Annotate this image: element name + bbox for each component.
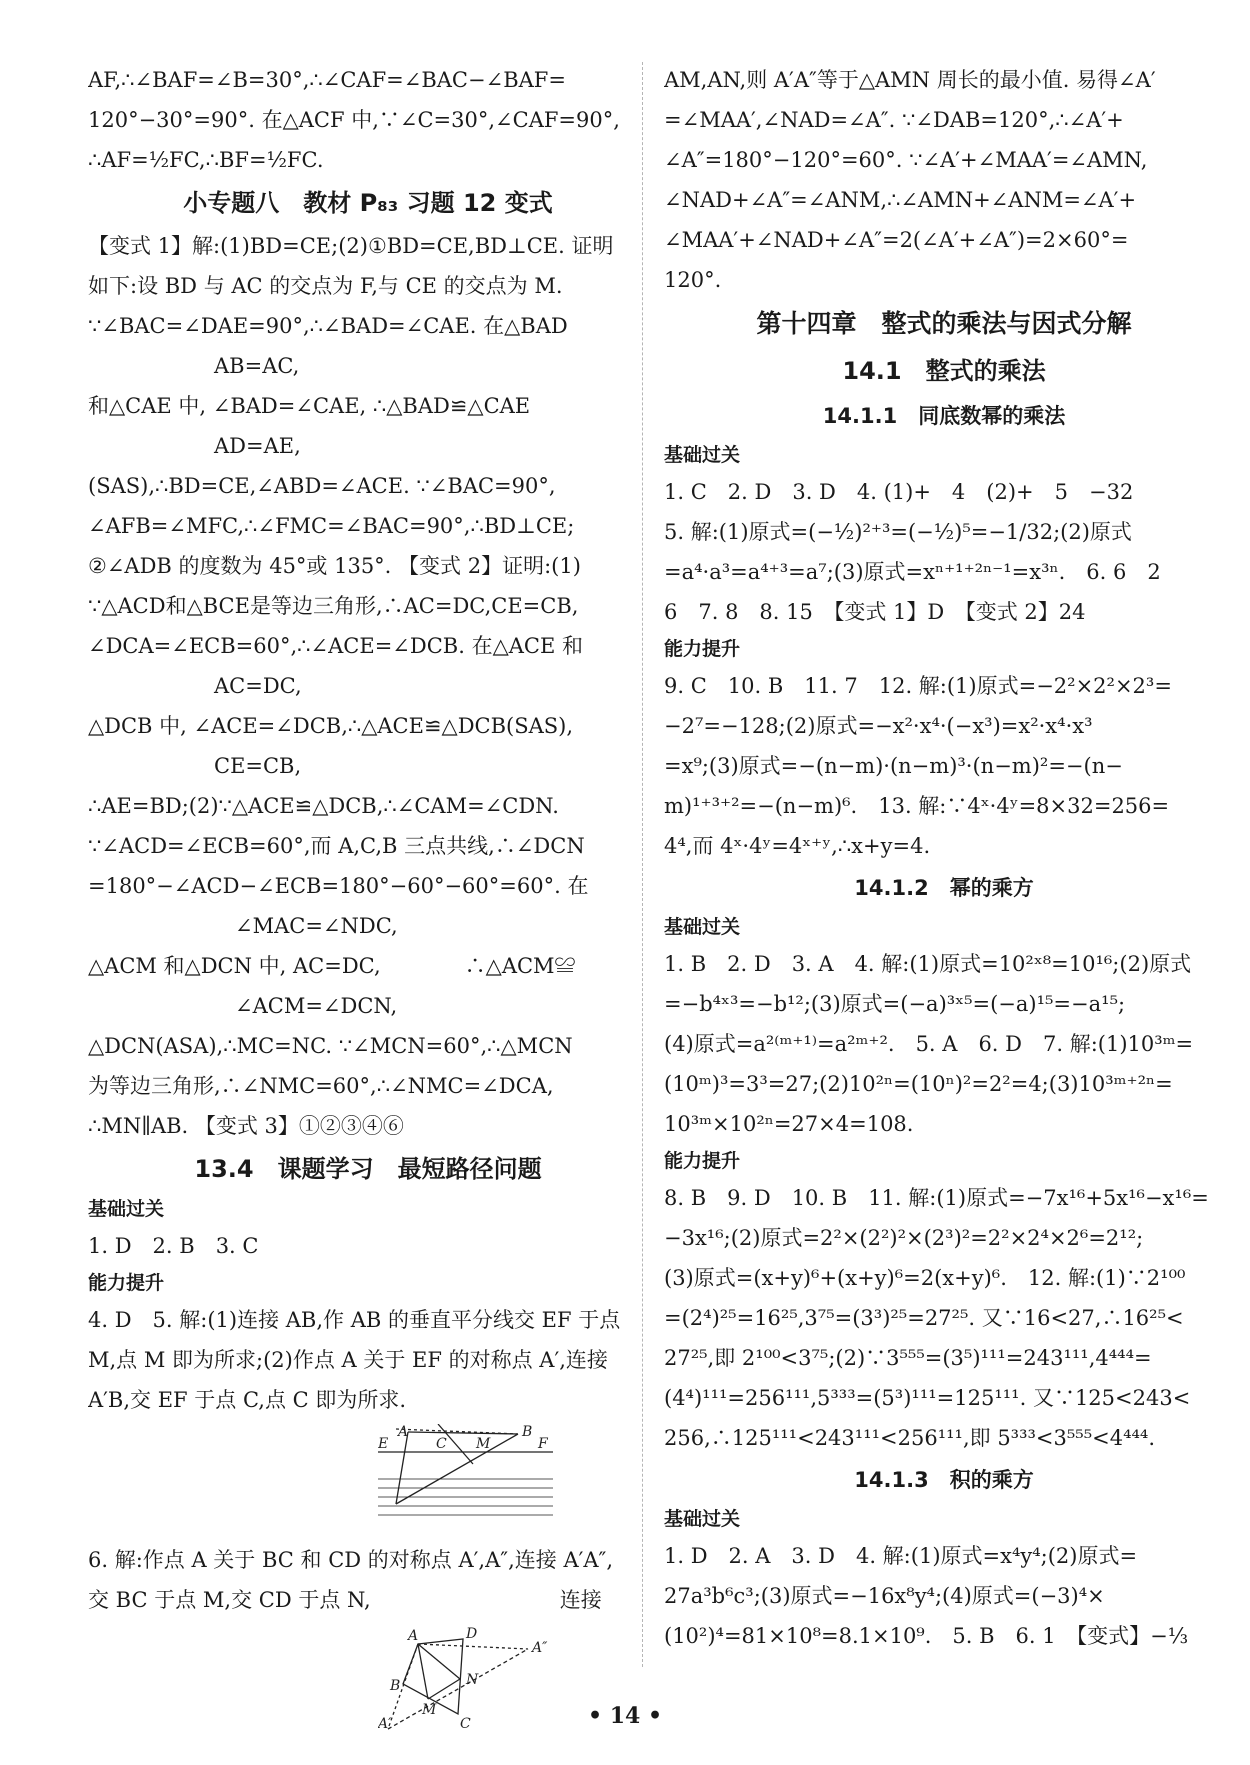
text-line: ∠MAA′+∠NAD+∠A″=2(∠A′+∠A″)=2×60°=	[664, 228, 1129, 252]
fig2-label-A″: A″	[532, 1640, 548, 1656]
text-line: △DCN(ASA),∴MC=NC. ∵∠MCN=60°,∴△MCN	[88, 1034, 573, 1058]
section-label: 基础过关	[664, 444, 741, 466]
text-line: 1. C 2. D 3. D 4. (1)+ 4 (2)+ 5 −32	[664, 480, 1134, 504]
text-line: ∴AF=½FC,∴BF=½FC.	[88, 148, 324, 172]
text-line: △ACM 和△DCN 中, AC=DC, ∴△ACM≌	[88, 954, 576, 978]
text-line: 6 7. 8 8. 15 【变式 1】D 【变式 2】24	[664, 600, 1086, 624]
text-line: 4⁴,而 4ˣ·4ʸ=4ˣ⁺ʸ,∴x+y=4.	[664, 834, 931, 858]
text-line: AD=AE,	[88, 434, 301, 458]
text-line: ∠DCA=∠ECB=60°,∴∠ACE=∠DCB. 在△ACE 和	[88, 634, 583, 658]
text-line: =−b⁴ˣ³=−b¹²;(3)原式=(−a)³ˣ⁵=(−a)¹⁵=−a¹⁵;	[664, 992, 1126, 1016]
text-line: (3)原式=(x+y)⁶+(x+y)⁶=2(x+y)⁶. 12. 解:(1)∵2¹⁰⁰	[664, 1266, 1186, 1290]
text-line: 5. 解:(1)原式=(−½)²⁺³=(−½)⁵=−1/32;(2)原式	[664, 520, 1132, 544]
text-line: AB=AC,	[88, 354, 300, 378]
section-label: 能力提升	[664, 1150, 741, 1172]
text-line: =(2⁴)²⁵=16²⁵,3⁷⁵=(3³)²⁵=27²⁵. 又∵16<27,∴16²⁵<	[664, 1306, 1184, 1330]
text-line: (10²)⁴=81×10⁸=8.1×10⁹. 5. B 6. 1 【变式】−⅓	[664, 1624, 1189, 1648]
text-line: 1. B 2. D 3. A 4. 解:(1)原式=10²ˣ⁸=10¹⁶;(2)原式	[664, 952, 1192, 976]
text-line: m)¹⁺³⁺²=−(n−m)⁶. 13. 解:∵4ˣ·4ʸ=8×32=256=	[664, 794, 1170, 818]
text-line: 10³ᵐ×10²ⁿ=27×4=108.	[664, 1112, 914, 1136]
text-line: 8. B 9. D 10. B 11. 解:(1)原式=−7x¹⁶+5x¹⁶−x¹⁶=	[664, 1186, 1209, 1210]
text-line: AM,AN,则 A′A″等于△AMN 周长的最小值. 易得∠A′	[664, 68, 1156, 92]
text-line: CE=CB,	[88, 754, 302, 778]
text-line: ∠A″=180°−120°=60°. ∵∠A′+∠MAA′=∠AMN,	[664, 148, 1148, 172]
left-column	[88, 60, 648, 1740]
heading: 小专题八 教材 P₈₃ 习题 12 变式	[183, 189, 553, 217]
text-line: =x⁹;(3)原式=−(n−m)·(n−m)³·(n−m)²=−(n−	[664, 754, 1123, 778]
text-line: 如下:设 BD 与 AC 的交点为 F,与 CE 的交点为 M.	[88, 274, 563, 298]
fig1-label-A: A	[398, 1424, 409, 1440]
text-line: 9. C 10. B 11. 7 12. 解:(1)原式=−2²×2²×2³=	[664, 674, 1172, 698]
text-line: A′B,交 EF 于点 C,点 C 即为所求.	[88, 1388, 407, 1412]
heading: 14.1 整式的乘法	[842, 357, 1046, 385]
text-line: AC=DC,	[88, 674, 302, 698]
heading: 14.1.1 同底数幂的乘法	[822, 404, 1066, 428]
text-line: 27²⁵,即 2¹⁰⁰<3⁷⁵;(2)∵3⁵⁵⁵=(3⁵)¹¹¹=243¹¹¹,4⁴⁴⁴=	[664, 1346, 1152, 1370]
section-label: 基础过关	[664, 916, 741, 938]
fig2-label-A: A	[408, 1628, 419, 1644]
fig1-label-M: M	[476, 1436, 491, 1452]
section-label: 能力提升	[88, 1272, 165, 1294]
text-line: 256,∴125¹¹¹<243¹¹¹<256¹¹¹,即 5³³³<3⁵⁵⁵<4⁴⁴⁴.	[664, 1426, 1156, 1450]
fig2-label-C: C	[460, 1716, 471, 1732]
fig1-label-E: E	[378, 1436, 389, 1452]
heading: 13.4 课题学习 最短路径问题	[194, 1155, 542, 1183]
figure-1	[378, 1424, 648, 1534]
text-line: ②∠ADB 的度数为 45°或 135°. 【变式 2】证明:(1)	[88, 554, 581, 578]
text-line: M,点 M 即为所求;(2)作点 A 关于 EF 的对称点 A′,连接	[88, 1348, 608, 1372]
text-line: 120°.	[664, 268, 722, 292]
text-line: 120°−30°=90°. 在△ACF 中,∵∠C=30°,∠CAF=90°,	[88, 108, 620, 132]
text-line: ∠AFB=∠MFC,∴∠FMC=∠BAC=90°,∴BD⊥CE;	[88, 514, 575, 538]
fig2-label-A′: A′	[378, 1716, 392, 1732]
text-line: 为等边三角形,∴∠NMC=60°,∴∠NMC=∠DCA,	[88, 1074, 554, 1098]
text-line: −2⁷=−128;(2)原式=−x²·x⁴·(−x³)=x²·x⁴·x³	[664, 714, 1093, 738]
text-line: −3x¹⁶;(2)原式=2²×(2²)²×(2³)²=2²×2⁴×2⁶=2¹²;	[664, 1226, 1144, 1250]
text-line: 27a³b⁶c³;(3)原式=−16x⁸y⁴;(4)原式=(−3)⁴×	[664, 1584, 1105, 1608]
text-line: △DCB 中, ∠ACE=∠DCB,∴△ACE≌△DCB(SAS),	[88, 714, 574, 738]
text-line: ∠NAD+∠A″=∠ANM,∴∠AMN+∠ANM=∠A′+	[664, 188, 1137, 212]
text-line: =∠MAA′,∠NAD=∠A″. ∵∠DAB=120°,∴∠A′+	[664, 108, 1124, 132]
text-line: ∠MAC=∠NDC,	[88, 914, 398, 938]
text-line: ∵∠ACD=∠ECB=60°,而 A,C,B 三点共线,∴∠DCN	[88, 834, 585, 858]
fig2-label-M: M	[422, 1702, 437, 1718]
text-line: 1. D 2. A 3. D 4. 解:(1)原式=x⁴y⁴;(2)原式=	[664, 1544, 1138, 1568]
text-line: 6. 解:作点 A 关于 BC 和 CD 的对称点 A′,A″,连接 A′A″,	[88, 1548, 614, 1572]
text-line: (SAS),∴BD=CE,∠ABD=∠ACE. ∵∠BAC=90°,	[88, 474, 556, 498]
text-line: AF,∴∠BAF=∠B=30°,∴∠CAF=∠BAC−∠BAF=	[88, 68, 566, 92]
right-column	[664, 60, 1224, 1656]
fig2-label-B: B	[390, 1678, 401, 1694]
text-line: (4)原式=a²⁽ᵐ⁺¹⁾=a²ᵐ⁺². 5. A 6. D 7. 解:(1)10³ᵐ=	[664, 1032, 1194, 1056]
text-line: 【变式 1】解:(1)BD=CE;(2)①BD=CE,BD⊥CE. 证明	[88, 234, 614, 258]
heading: 14.1.2 幂的乘方	[854, 876, 1034, 900]
fig1-label-F: F	[538, 1436, 548, 1452]
text-line: =180°−∠ACD−∠ECB=180°−60°−60°=60°. 在	[88, 874, 589, 898]
figure-shortest-path-1	[378, 1424, 558, 1534]
text-line: 4. D 5. 解:(1)连接 AB,作 AB 的垂直平分线交 EF 于点	[88, 1308, 621, 1332]
text-line: ∠ACM=∠DCN,	[88, 994, 398, 1018]
page-number: • 14 •	[587, 1703, 663, 1729]
section-label: 能力提升	[664, 638, 741, 660]
text-line: ∴AE=BD;(2)∵△ACE≌△DCB,∴∠CAM=∠CDN.	[88, 794, 559, 818]
text-line: 1. D 2. B 3. C	[88, 1234, 259, 1258]
text-line: ∵△ACD和△BCE是等边三角形,∴AC=DC,CE=CB,	[88, 594, 579, 618]
text-line: 和△CAE 中, ∠BAD=∠CAE, ∴△BAD≌△CAE	[88, 394, 531, 418]
text-line: 交 BC 于点 M,交 CD 于点 N, 连接	[88, 1588, 602, 1612]
fig1-label-B: B	[522, 1424, 533, 1440]
fig2-label-N: N	[466, 1672, 479, 1688]
text-line: (10ᵐ)³=3³=27;(2)10²ⁿ=(10ⁿ)²=2²=4;(3)10³ᵐ⁺²ⁿ=	[664, 1072, 1173, 1096]
fig2-label-D: D	[466, 1626, 478, 1642]
heading: 14.1.3 积的乘方	[854, 1468, 1034, 1492]
section-label: 基础过关	[664, 1508, 741, 1530]
text-line: ∵∠BAC=∠DAE=90°,∴∠BAD=∠CAE. 在△BAD	[88, 314, 568, 338]
text-line: (4⁴)¹¹¹=256¹¹¹,5³³³=(5³)¹¹¹=125¹¹¹. 又∵125<243<	[664, 1386, 1191, 1410]
section-label: 基础过关	[88, 1198, 165, 1220]
fig1-label-C: C	[436, 1436, 447, 1452]
heading: 第十四章 整式的乘法与因式分解	[756, 309, 1132, 338]
text-line: =a⁴·a³=a⁴⁺³=a⁷;(3)原式=xⁿ⁺¹⁺²ⁿ⁻¹=x³ⁿ. 6. 6 2	[664, 560, 1161, 584]
column-divider	[642, 62, 643, 1667]
text-line: ∴MN∥AB. 【变式 3】①②③④⑥	[88, 1114, 404, 1138]
